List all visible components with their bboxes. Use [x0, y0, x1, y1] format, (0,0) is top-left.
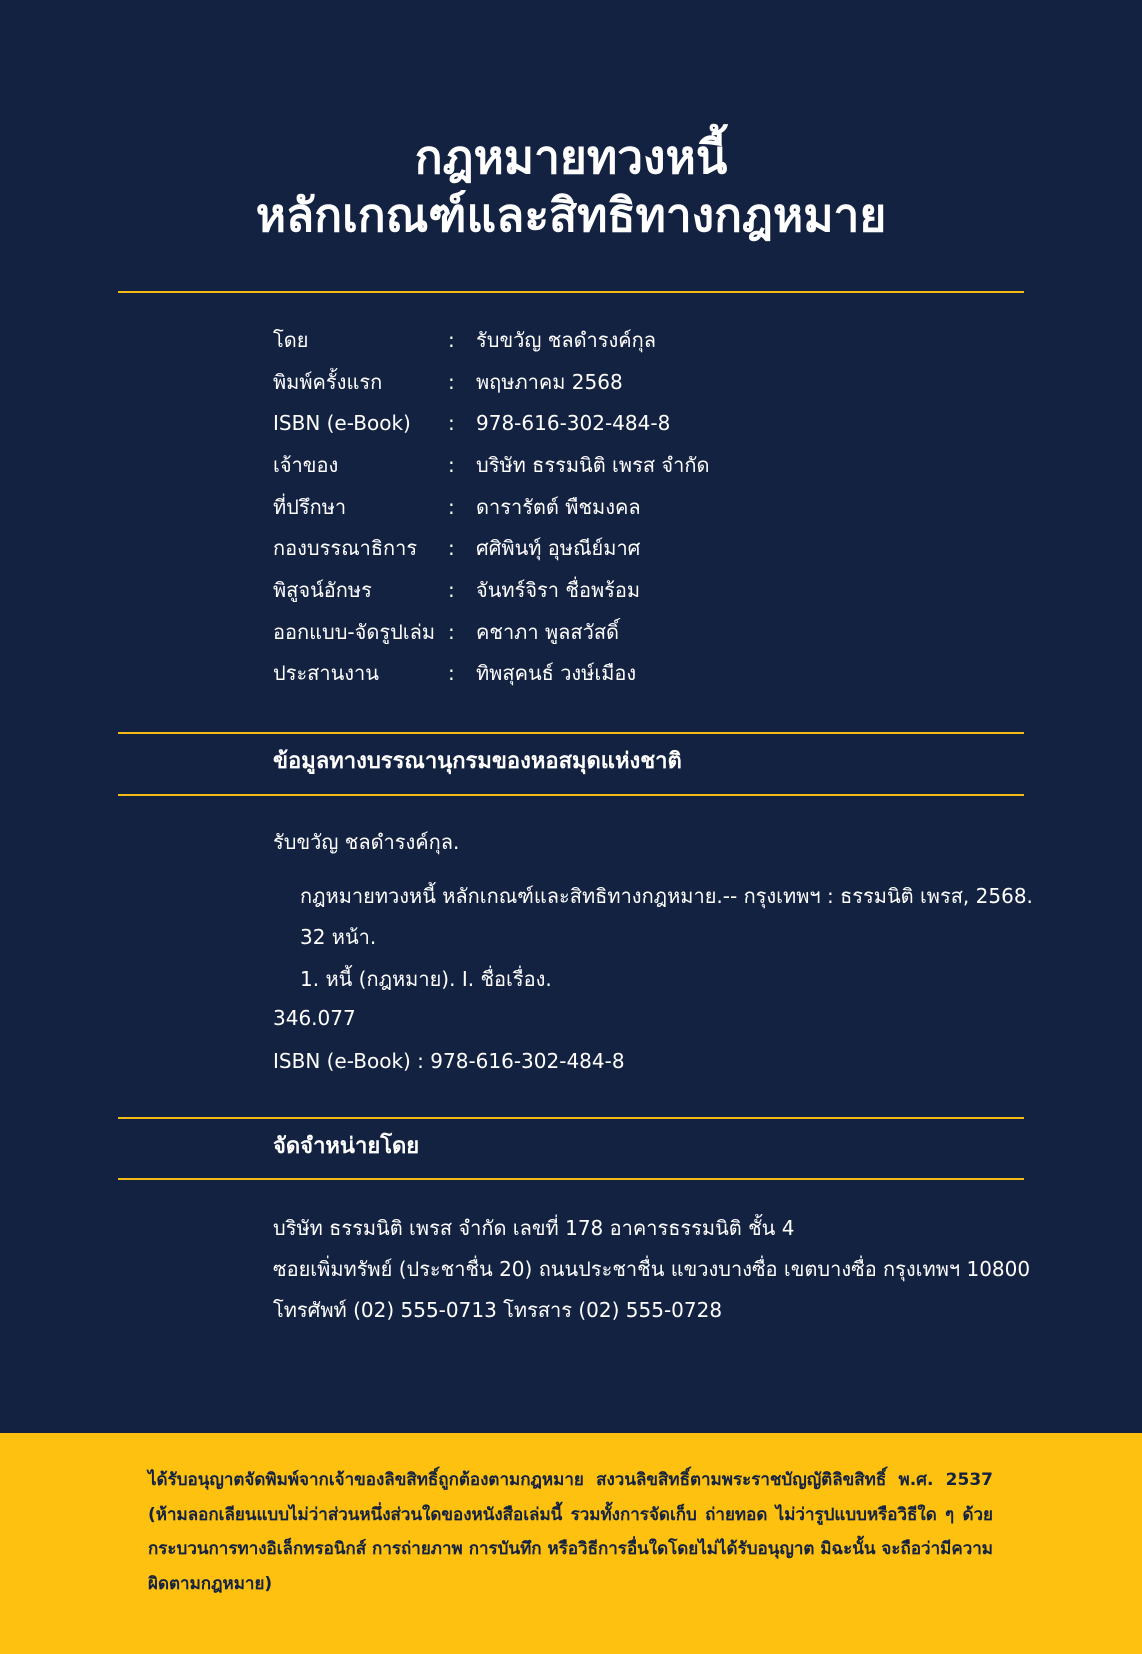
catalog-heading: ข้อมูลทางบรรณานุกรมของหอสมุดแห่งชาติ	[273, 749, 682, 774]
distribution-line-3: โทรศัพท์ (02) 555-0713 โทรสาร (02) 555-0728	[273, 1297, 723, 1322]
credit-label: เจ้าของ	[273, 452, 339, 477]
book-title-line-2: หลักเกณฑ์และสิทธิทางกฎหมาย	[255, 188, 887, 242]
copyright-banner	[0, 1433, 1142, 1654]
credit-separator: :	[448, 327, 455, 352]
credit-row-design	[273, 611, 993, 653]
distribution-address	[273, 1207, 1030, 1330]
credit-separator: :	[448, 536, 455, 561]
credit-row-author	[273, 319, 993, 361]
credit-separator: :	[448, 452, 455, 477]
catalog-divider-bottom	[118, 794, 1024, 796]
credit-row-coordinator	[273, 653, 993, 695]
distribution-line-2: ซอยเพิ่มทรัพย์ (ประชาชื่น 20) ถนนประชาชื่น แขวงบางซื่อ เขตบางซื่อ กรุงเทพฯ 10800	[273, 1256, 1031, 1281]
credit-row-proofreader	[273, 569, 993, 611]
credit-value: 978-616-302-484-8	[476, 411, 671, 436]
credits-list	[273, 319, 993, 694]
credit-value: พฤษภาคม 2568	[476, 369, 623, 394]
title-divider	[118, 291, 1024, 293]
catalog-title-entry: กฎหมายทวงหนี้ หลักเกณฑ์และสิทธิทางกฎหมาย.-- กรุงเทพฯ : ธรรมนิติ เพรส, 2568.	[300, 884, 1033, 908]
credit-separator: :	[448, 369, 455, 394]
distribution-divider-bottom	[118, 1178, 1024, 1180]
credit-row-editorial	[273, 527, 993, 569]
book-title	[0, 128, 1142, 244]
credit-value: รับขวัญ ชลดำรงค์กุล	[476, 327, 657, 352]
credit-row-first-edition	[273, 361, 993, 403]
credit-label: พิสูจน์อักษร	[273, 577, 372, 602]
book-title-line-1: กฎหมายทวงหนี้	[414, 130, 728, 184]
credit-label: ออกแบบ-จัดรูปเล่ม	[273, 619, 436, 644]
credit-label: ที่ปรึกษา	[273, 494, 347, 519]
catalog-isbn: ISBN (e-Book) : 978-616-302-484-8	[273, 1049, 625, 1073]
catalog-subjects: 1. หนี้ (กฎหมาย). I. ชื่อเรื่อง.	[300, 967, 552, 991]
distribution-heading: จัดจำหน่ายโดย	[273, 1134, 420, 1159]
credit-label: ประสานงาน	[273, 661, 379, 686]
credit-label: ISBN (e-Book)	[273, 411, 411, 436]
credit-value: จันทร์จิรา ชื่อพร้อม	[476, 577, 641, 602]
catalog-author: รับขวัญ ชลดำรงค์กุล.	[273, 830, 460, 854]
credit-value: ดารารัตต์ พืชมงคล	[476, 494, 641, 519]
credit-separator: :	[448, 494, 455, 519]
catalog-classification: 346.077	[273, 1006, 356, 1030]
credit-row-isbn	[273, 402, 993, 444]
credit-separator: :	[448, 577, 455, 602]
credit-separator: :	[448, 619, 455, 644]
credit-label: กองบรรณาธิการ	[273, 536, 418, 561]
distribution-line-1: บริษัท ธรรมนิติ เพรส จำกัด เลขที่ 178 อาคารธรรมนิติ ชั้น 4	[273, 1215, 795, 1240]
credit-row-owner	[273, 444, 993, 486]
catalog-divider-top	[118, 732, 1024, 734]
distribution-divider-top	[118, 1117, 1024, 1119]
credit-value: ทิพสุคนธ์ วงษ์เมือง	[476, 661, 637, 686]
credit-label: โดย	[273, 327, 309, 352]
credit-value: บริษัท ธรรมนิติ เพรส จำกัด	[476, 452, 710, 477]
credit-value: คชาภา พูลสวัสดิ์	[476, 619, 620, 644]
credit-row-advisor	[273, 486, 993, 528]
catalog-pages: 32 หน้า.	[300, 925, 377, 949]
copyright-notice: ได้รับอนุญาตจัดพิมพ์จากเจ้าของลิขสิทธิ์ถูกต้องตามกฎหมาย สงวนลิขสิทธิ์ตามพระราชบัญญัติลิขสิทธิ์ พ.ศ. 2537 (ห้ามลอกเลียนแบบไม่ว่าส่วนหนึ่งส่วนใดของหนังสือเล่มนี้ รวมทั้งการจัดเก็บ ถ่ายทอด ไม่ว่ารูปแบบหรือวิธีใด ๆ ด้วยกระบวนการทางอิเล็กทรอนิกส์ การถ่ายภาพ การบันทึก หรือวิธีการอื่นใดโดยไม่ได้รับอนุญาต มิฉะนั้น จะถือว่ามีความผิดตามกฎหมาย)	[148, 1470, 993, 1594]
credit-separator: :	[448, 661, 455, 686]
credit-separator: :	[448, 411, 455, 436]
credit-value: ศศิพินทุ์ อุษณีย์มาศ	[476, 536, 641, 561]
credit-label: พิมพ์ครั้งแรก	[273, 369, 383, 394]
